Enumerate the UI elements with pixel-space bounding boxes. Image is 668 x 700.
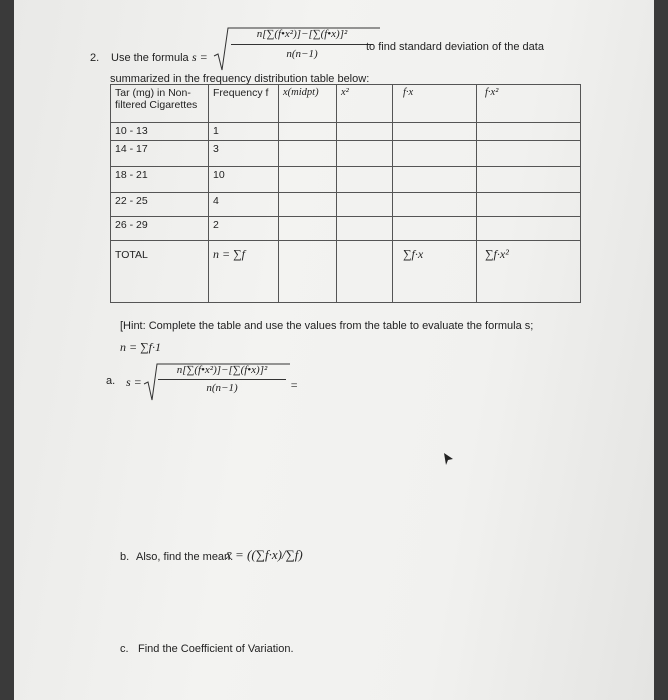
part-b-text: Also, find the mean. bbox=[136, 551, 234, 563]
table-header-row bbox=[111, 85, 581, 123]
header-x-midpt: x(midpt) bbox=[279, 85, 337, 123]
frequency-value: 2 bbox=[209, 217, 279, 241]
total-n-formula: n = ∑f bbox=[209, 241, 279, 303]
part-a-label: a. bbox=[106, 375, 116, 387]
tar-range: 26 - 29 bbox=[111, 217, 209, 241]
part-a-numerator: n[∑(f•x²)]−[∑(f•x)]² bbox=[176, 364, 268, 376]
blank-cell[interactable] bbox=[337, 193, 393, 217]
blank-cell[interactable] bbox=[477, 217, 581, 241]
header-f-x-squared: f·x² bbox=[477, 85, 581, 123]
header-tar: Tar (mg) in Non-filtered Cigarettes bbox=[111, 85, 209, 123]
part-b-label: b. bbox=[120, 551, 130, 563]
header-f-x: f·x bbox=[393, 85, 477, 123]
sd-formula-a bbox=[154, 364, 290, 394]
header-frequency: Frequency f bbox=[209, 85, 279, 123]
blank-cell[interactable] bbox=[337, 241, 393, 303]
blank-cell[interactable] bbox=[393, 193, 477, 217]
after-formula-text: to find standard deviation of the data bbox=[366, 41, 544, 53]
header-x-squared: x² bbox=[337, 85, 393, 123]
sd-denominator: n(n−1) bbox=[231, 44, 373, 60]
frequency-value: 1 bbox=[209, 123, 279, 141]
worksheet-page bbox=[14, 0, 654, 700]
table-row bbox=[111, 217, 581, 241]
part-a-equals: = bbox=[290, 378, 299, 392]
mouse-pointer-icon bbox=[442, 452, 454, 466]
blank-cell[interactable] bbox=[337, 217, 393, 241]
frequency-value: 3 bbox=[209, 141, 279, 167]
frequency-value: 10 bbox=[209, 167, 279, 193]
table-row bbox=[111, 141, 581, 167]
total-sum-fx: ∑f·x bbox=[393, 241, 477, 303]
blank-cell[interactable] bbox=[393, 217, 477, 241]
total-label: TOTAL bbox=[111, 241, 209, 303]
part-c-text: Find the Coefficient of Variation. bbox=[138, 643, 294, 655]
hint-text: [Hint: Complete the table and use the values from the table to evaluate the formula s; bbox=[120, 320, 534, 332]
frequency-value: 4 bbox=[209, 193, 279, 217]
blank-cell[interactable] bbox=[477, 141, 581, 167]
blank-cell[interactable] bbox=[393, 141, 477, 167]
tar-range: 22 - 25 bbox=[111, 193, 209, 217]
blank-cell[interactable] bbox=[477, 123, 581, 141]
blank-cell[interactable] bbox=[477, 193, 581, 217]
summary-line: summarized in the frequency distribution table below: bbox=[110, 73, 370, 85]
blank-cell[interactable] bbox=[393, 167, 477, 193]
hint-n-formula: n = ∑f·1 bbox=[120, 340, 161, 354]
blank-cell[interactable] bbox=[279, 193, 337, 217]
blank-cell[interactable] bbox=[337, 123, 393, 141]
blank-cell[interactable] bbox=[477, 167, 581, 193]
sd-numerator: n[∑(f•x²)]−[∑(f•x)]² bbox=[256, 28, 348, 40]
blank-cell[interactable] bbox=[279, 141, 337, 167]
blank-cell[interactable] bbox=[279, 241, 337, 303]
frequency-table bbox=[110, 84, 581, 303]
table-total-row bbox=[111, 241, 581, 303]
blank-cell[interactable] bbox=[393, 123, 477, 141]
part-a-s-equals: s = bbox=[126, 375, 142, 389]
blank-cell[interactable] bbox=[279, 217, 337, 241]
part-c-label: c. bbox=[120, 643, 129, 655]
table-row bbox=[111, 193, 581, 217]
blank-cell[interactable] bbox=[279, 123, 337, 141]
part-b-mean-formula: x̄ = ((∑f·x)/∑f) bbox=[226, 547, 303, 562]
s-equals: s = bbox=[192, 50, 208, 64]
table-row bbox=[111, 123, 581, 141]
use-formula-text: Use the formula bbox=[111, 52, 189, 64]
problem-number: 2. bbox=[90, 52, 100, 64]
blank-cell[interactable] bbox=[279, 167, 337, 193]
table-row bbox=[111, 167, 581, 193]
total-sum-fx2: ∑f·x² bbox=[477, 241, 581, 303]
tar-range: 10 - 13 bbox=[111, 123, 209, 141]
blank-cell[interactable] bbox=[337, 141, 393, 167]
tar-range: 18 - 21 bbox=[111, 167, 209, 193]
sd-formula-top bbox=[227, 28, 377, 60]
blank-cell[interactable] bbox=[337, 167, 393, 193]
part-a-denominator: n(n−1) bbox=[158, 379, 286, 394]
tar-range: 14 - 17 bbox=[111, 141, 209, 167]
